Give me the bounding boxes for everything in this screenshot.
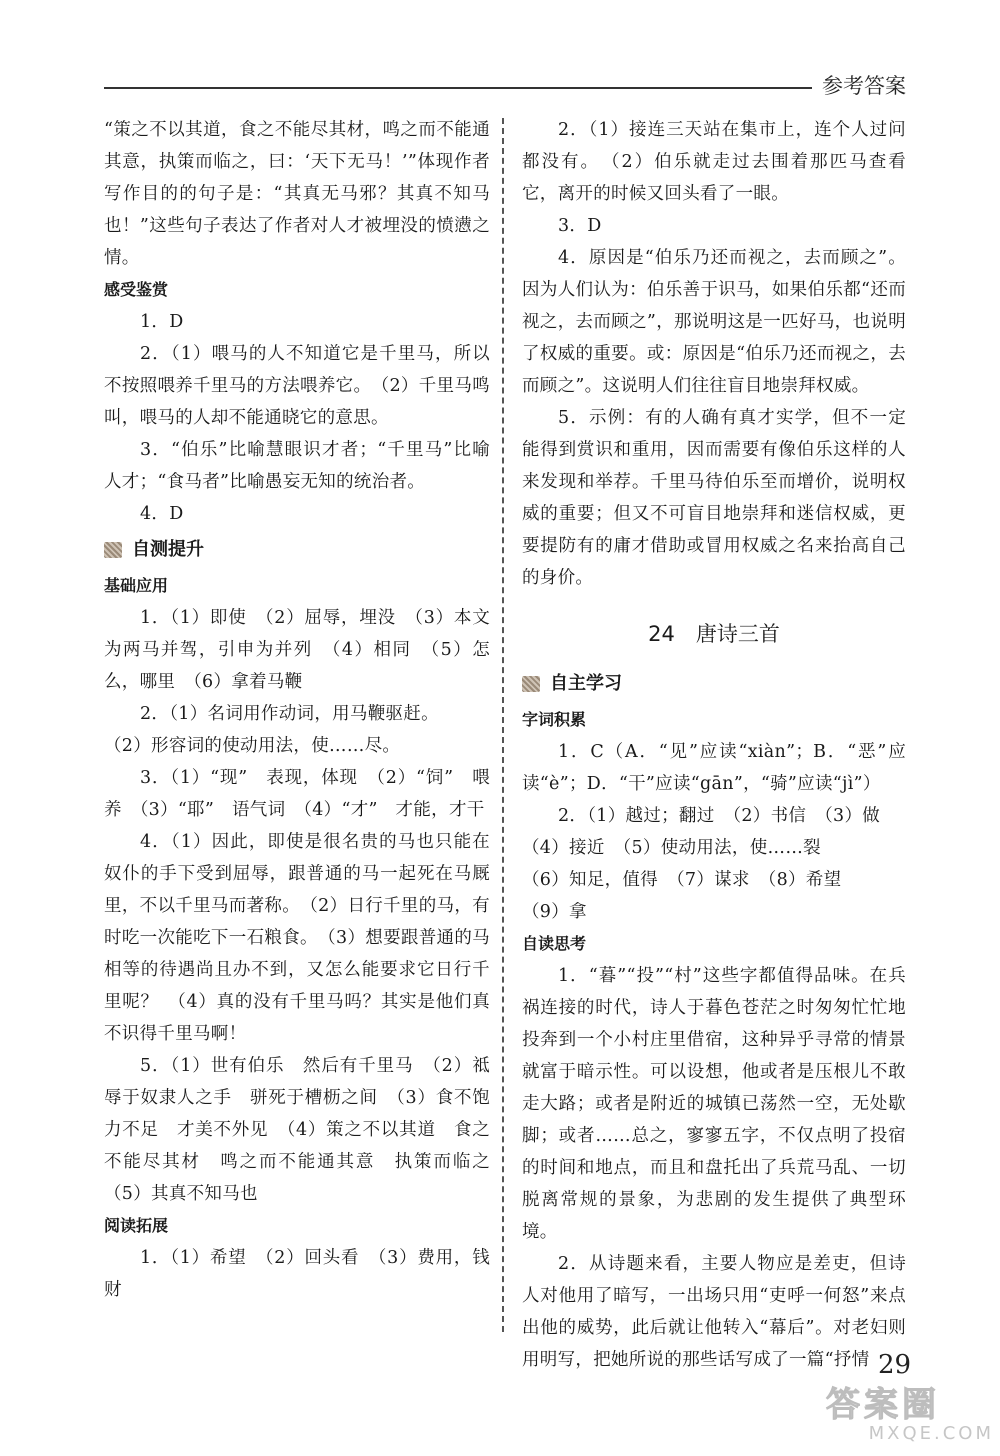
answer-z2a: 2．（1）越过；翻过 （2）书信 （3）做 (558, 806, 881, 826)
answer-g4: 4．D (140, 504, 184, 524)
answer-r2: 2．（1）接连三天站在集市上，连个人过问都没有。 （2）伯乐就走过去围着那匹马查看它，离开的时候又回头看了一眼。 (522, 120, 906, 204)
section-zice-label: 自测提升 (132, 539, 204, 560)
answer-z2b: （4）接近 （5）使动用法，使……裂 (522, 838, 821, 858)
column-divider (502, 118, 504, 1332)
left-column (104, 114, 508, 1306)
lesson-title: 24 唐诗三首 (648, 622, 780, 646)
answer-z2c: （6）知足，值得 （7）谋求 （8）希望 (522, 870, 842, 890)
subheading-jichu: 基础应用 (104, 576, 169, 595)
answer-r5: 5．示例：有的人确有真才实学，但不一定能得到赏识和重用，因而需要有像伯乐这样的人来发现和举荐。千里马待伯乐至而增价，说明权威的重要；但又不可盲目地崇拜和迷信权威，更要提防有的庸才借助或冒用权威之名来抬高自己的身价。 (522, 408, 906, 588)
section-zizhu (522, 666, 906, 702)
section-marker-icon (522, 676, 540, 692)
answer-j1: 1．（1）即使 （2）屈辱，埋没 （3）本文为两马并驾，引申为并列 （4）相同 （5）怎么，哪里 （6）拿着马鞭 (104, 608, 490, 692)
page-number: 29 (878, 1350, 912, 1380)
answer-z2d: （9）拿 (522, 902, 587, 922)
header-title: 参考答案 (822, 74, 906, 98)
watermark-top: 答案圈 (826, 1385, 940, 1425)
answer-g2: 2．（1）喂马的人不知道它是千里马，所以不按照喂养千里马的方法喂养它。 （2）千里马鸣叫，喂马的人却不能通晓它的意思。 (104, 344, 490, 428)
header-rule (104, 87, 812, 89)
right-column (522, 114, 906, 1376)
answer-j2b: （2）形容词的使动用法，使……尽。 (104, 736, 401, 756)
answer-r3: 3．D (558, 216, 602, 236)
paragraph-intro: “策之不以其道，食之不能尽其材，鸣之而不能通其意，执策而临之，曰：‘天下无马！’”体现作者写作目的的句子是：“其真无马邪？其真不知马也！”这些句子表达了作者对人才被埋没的愤懑之情。 (104, 120, 490, 268)
watermark-logo (826, 1386, 994, 1450)
section-zice (104, 532, 490, 568)
answer-j3: 3．（1）“现” 表现，体现 （2）“饲” 喂养 （3）“耶” 语气词 （4）“才” 才能，才干 (104, 768, 490, 820)
subheading-yuedu: 阅读拓展 (104, 1216, 169, 1235)
answer-r4: 4．原因是“伯乐乃还而视之，去而顾之”。因为人们认为：伯乐善于识马，如果伯乐都“还而视之，去而顾之”，那说明这是一匹好马，也说明了权威的重要。或：原因是“伯乐乃还而视之，去而顾之”。这说明人们往往盲目地崇拜权威。 (522, 248, 906, 396)
answer-g1: 1．D (140, 312, 184, 332)
subheading-zidu: 自读思考 (522, 934, 587, 953)
answer-j5: 5．（1）世有伯乐 然后有千里马 （2）祗辱于奴隶人之手 骈死于槽枥之间 （3）食不饱 力不足 才美不外见 （4）策之不以其道 食之不能尽其材 鸣之而不能通其意 执策而临之 （5）其真不知马也 (104, 1056, 508, 1204)
answer-z1: 1．C（A．“见”应读“xiàn”；B．“恶”应读“è”；D．“干”应读“gān”，“骑”应读“jì”） (522, 742, 906, 794)
answer-j4: 4．（1）因此，即使是很名贵的马也只能在奴仆的手下受到屈辱，跟普通的马一起死在马厩里，不以千里马而著称。 （2）日行千里的马，有时吃一次能吃下一石粮食。 （3）想要跟普通的马相等的待遇尚且办不到，又怎么能要求它日行千里呢？ （4）真的没有千里马吗？其实是他们真不识得千里马啊！ (104, 832, 490, 1044)
answer-j2a: 2．（1）名词用作动词，用马鞭驱赶。 (140, 704, 439, 724)
section-zizhu-label: 自主学习 (550, 673, 622, 694)
answer-d2: 2．从诗题来看，主要人物应是差吏，但诗人对他用了暗写，一出场只用“吏呼一何怒”来点出他的威势，此后就让他转入“幕后”。对老妇则用明写，把她所说的那些话写成了一篇“抒情 (522, 1254, 906, 1370)
section-marker-icon (104, 542, 122, 558)
answer-y1: 1．（1）希望 （2）回头看 （3）费用，钱财 (104, 1248, 490, 1300)
answer-g3: 3．“伯乐”比喻慧眼识才者；“千里马”比喻人才；“食马者”比喻愚妄无知的统治者。 (104, 440, 490, 492)
answer-d1: 1．“暮”“投”“村”这些字都值得品味。在兵祸连接的时代，诗人于暮色苍茫之时匆匆忙忙地投奔到一个小村庄里借宿，这种异乎寻常的情景就富于暗示性。可以设想，他或者是压根儿不敢走大路；或者是附近的城镇已荡然一空，无处歇脚；或者……总之，寥寥五字，不仅点明了投宿的时间和地点，而且和盘托出了兵荒马乱、一切脱离常规的景象，为悲剧的发生提供了典型环境。 (522, 966, 906, 1242)
watermark-bottom: MXQE.COM (868, 1423, 994, 1444)
subheading-ganshou: 感受鉴赏 (104, 280, 169, 299)
subheading-zici: 字词积累 (522, 710, 587, 729)
